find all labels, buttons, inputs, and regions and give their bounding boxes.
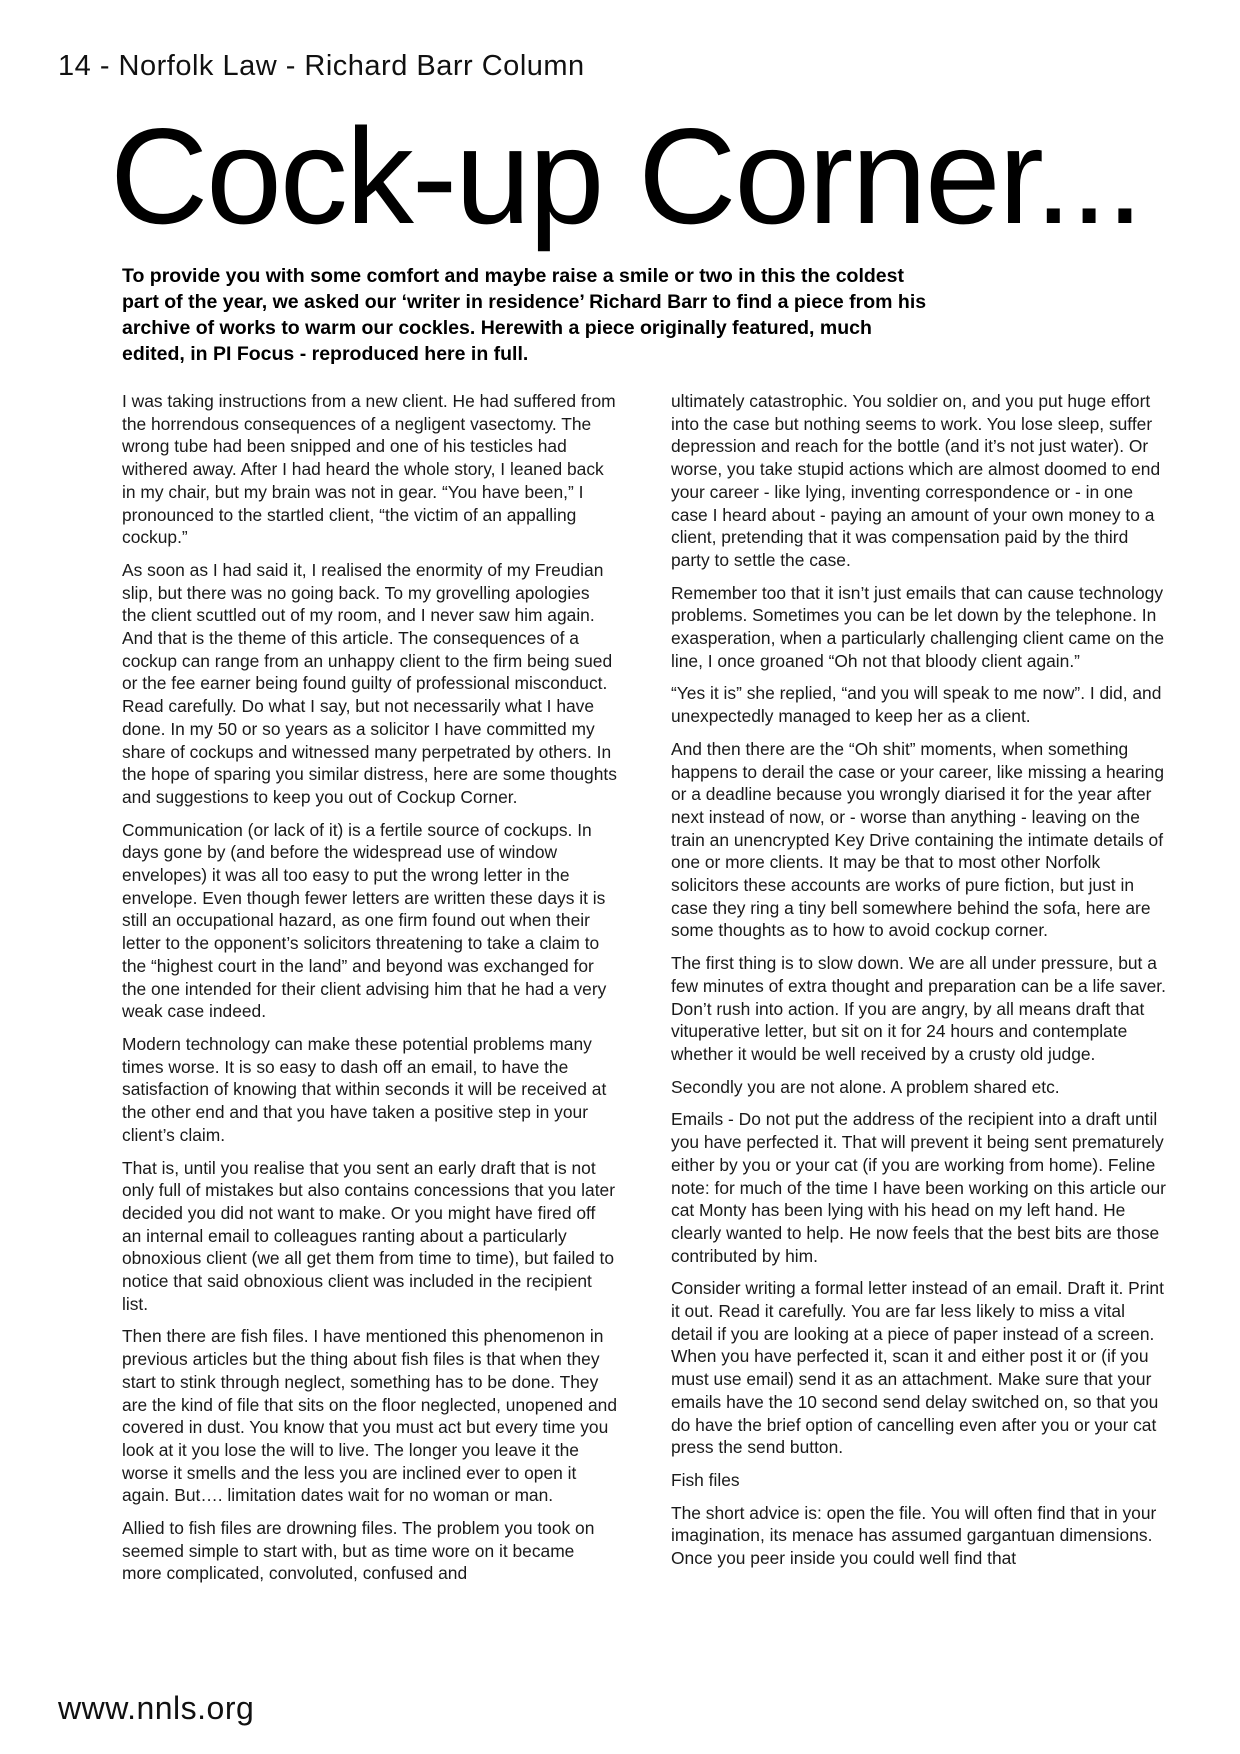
paragraph: Secondly you are not alone. A problem shared etc. bbox=[671, 1076, 1060, 1097]
paragraph: Remember too that it isn’t just emails that can cause technology problems. Sometimes you can be let down by the telephone. In exasperation, when a particularly challenging client came on the line, I once groaned “Oh not that bloody client again.” bbox=[671, 582, 1165, 671]
paragraph: Communication (or lack of it) is a fertile source of cockups. In days gone by (and before the widespread use of window envelopes) it was all too easy to put the wrong letter in the envelope. Even though fewer letters are written these days it is still an occupational hazard, as one firm found out when their letter to the opponent’s solicitors threatening to take a claim to the “highest court in the land” and beyond was exchanged for the one intended for their client advising him that he had a very weak case indeed. bbox=[122, 819, 607, 1022]
running-head: 14 - Norfolk Law - Richard Barr Column bbox=[58, 50, 585, 82]
paragraph: That is, until you realise that you sent an early draft that is not only full of mistakes but also contains concessions that you later decided you did not want to make. Or you might have fired off an internal email to colleagues ranting about a particularly obnoxious client (we all get them from time to time), but failed to notice that said obnoxious client was included in the recipient list. bbox=[122, 1157, 615, 1314]
subheading: Fish files bbox=[671, 1469, 740, 1490]
paragraph: The first thing is to slow down. We are all under pressure, but a few minutes of extra thought and preparation can be a life saver. Don’t rush into action. If you are angry, by all means draft that vituperative letter, but sit on it for 24 hours and contemplate whether it would be well received by a crusty old judge. bbox=[671, 953, 1166, 1064]
paragraph: Emails - Do not put the address of the recipient into a draft until you have perfected it. That will prevent it being sent prematurely either by you or your cat (if you are working from home). Feline note: for much of the time I have been working on this article our cat Monty has been lying with his head on my left hand. He clearly wanted to help. He now feels that the best bits are those contributed by him. bbox=[671, 1109, 1166, 1266]
left-column bbox=[122, 390, 618, 1595]
paragraph: Allied to fish files are drowning files. The problem you took on seemed simple to start with, but as time wore on it became more complicated, convoluted, confused and bbox=[122, 1518, 595, 1584]
paragraph: The short advice is: open the file. You will often find that in your imagination, its menace has assumed gargantuan dimensions. Once you peer inside you could well find that bbox=[671, 1502, 1157, 1569]
paragraph: Consider writing a formal letter instead of an email. Draft it. Print it out. Read it carefully. You are far less likely to miss a vital detail if you are looking at a piece of paper instead of a screen. When you have perfected it, scan it and either post it or (if you must use email) send it as an attachment. Make sure that your emails have the 10 second send delay switched on, so that you do have the brief option of cancelling even after you or your cat press the send button. bbox=[671, 1278, 1164, 1458]
paragraph: Modern technology can make these potential problems many times worse. It is so easy to dash off an email, to have the satisfaction of knowing that within seconds it will be received at the other end and that you have taken a positive step in your client’s claim. bbox=[122, 1033, 607, 1145]
paragraph: Then there are fish files. I have mentioned this phenomenon in previous articles but the thing about fish files is that when they start to stink through neglect, something has to be done. They are the kind of file that sits on the floor neglected, unopened and covered in dust. You know that you must act but every time you look at it you lose the will to live. The longer you leave it the worse it smells and the less you are inclined ever to open it again. But…. limitation dates wait for no woman or man. bbox=[122, 1326, 618, 1506]
paragraph: As soon as I had said it, I realised the enormity of my Freudian slip, but there was no going back. To my grovelling apologies the client scuttled out of my room, and I never saw him again. And that is the theme of this article. The consequences of a cockup can range from an unhappy client to the firm being sued or the fee earner being found guilty of professional misconduct. Read carefully. Do what I say, but not necessarily what I have done. In my 50 or so years as a solicitor I have committed my share of cockups and witnessed many perpetrated by others. In the hope of sparing you similar distress, here are some thoughts and suggestions to keep you out of Cockup Corner. bbox=[122, 559, 617, 807]
right-column bbox=[671, 390, 1167, 1580]
footer-url: www.nnls.org bbox=[58, 1690, 255, 1726]
standfirst: To provide you with some comfort and maybe raise a smile or two in this the coldest part of the year, we asked our ‘writer in residence’ Richard Barr to find a piece from his archive of works to warm our cockles. Herewith a piece originally featured, much edited, in PI Focus - reproduced here in full. bbox=[122, 265, 927, 365]
paragraph: And then there are the “Oh shit” moments, when something happens to derail the case or your career, like missing a hearing or a deadline because you wrongly diarised it for the year after next instead of now, or - worse than anything - leaving on the train an unencrypted Key Drive containing the intimate details of one or more clients. It may be that to most other Norfolk solicitors these accounts are works of pure fiction, but just in case they ring a tiny bell somewhere behind the sofa, here are some thoughts as to how to avoid cockup corner. bbox=[671, 738, 1165, 941]
paragraph: ultimately catastrophic. You soldier on, and you put huge effort into the case but nothing seems to work. You lose sleep, suffer depression and reach for the bottle (and it’s not just water). Or worse, you take stupid actions which are almost doomed to end your career - like lying, inventing correspondence or - in one case I heard about - paying an amount of your own money to a client, pretending that it was compensation paid by the third party to settle the case. bbox=[671, 391, 1161, 570]
paragraph: I was taking instructions from a new client. He had suffered from the horrendous consequences of a negligent vasectomy. The wrong tube had been snipped and one of his testicles had withered away. After I had heard the whole story, I leaned back in my chair, but my brain was not in gear. “You have been,” I pronounced to the startled client, “the victim of an appalling cockup.” bbox=[122, 391, 616, 548]
paragraph: “Yes it is” she replied, “and you will speak to me now”. I did, and unexpectedly managed to keep her as a client. bbox=[671, 683, 1162, 727]
page-title: Cock-up Corner... bbox=[110, 100, 1142, 252]
